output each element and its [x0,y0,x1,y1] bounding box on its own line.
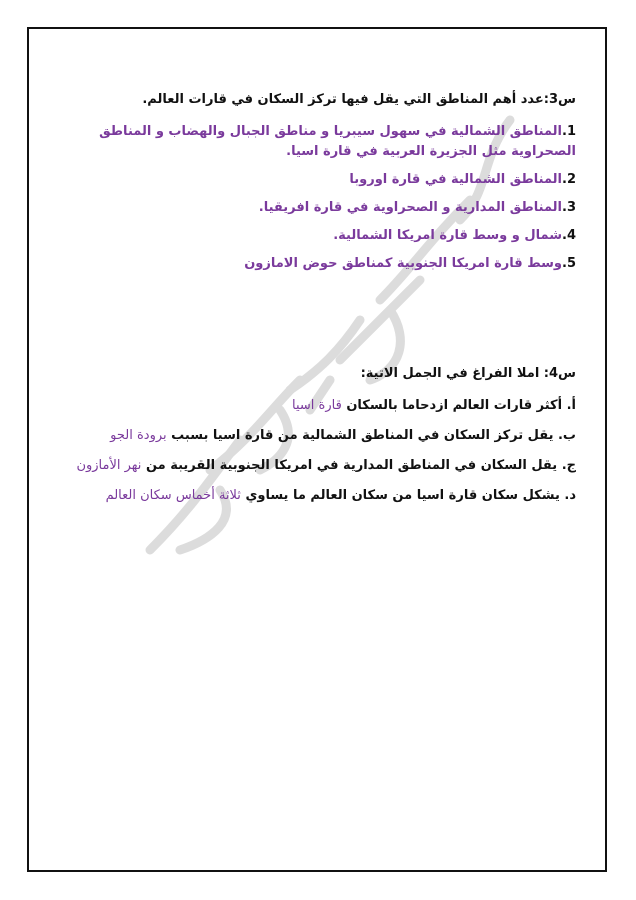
answer-item [50,254,576,274]
answer-number: 3. [562,200,576,215]
answer-number: 1. [562,124,576,139]
fill-blank-item [50,486,576,506]
sentence-text: ج. يقل السكان في المناطق المدارية في امريكا الجنوبية القريبة من [145,458,576,473]
fill-blank-item [50,396,576,416]
blank-answer: نهر الأمازون [76,458,142,473]
sentence-text: أ. أكثر قارات العالم ازدحاما بالسكان [346,398,576,413]
blank-answer: برودة الجو [110,428,167,443]
blank-answer: ثلاثة أخماس سكان العالم [105,488,241,503]
answer-number: 5. [562,256,576,271]
question-3-title: س3:عدد أهم المناطق التي يقل فيها تركز السكان في قارات العالم. [142,92,576,107]
answer-text: شمال و وسط قارة امريكا الشمالية. [333,228,562,243]
sentence-text: ب. يقل تركز السكان في المناطق الشمالية من قارة اسيا بسبب [171,428,576,443]
answer-item [50,198,576,218]
answer-text: وسط قارة امريكا الجنوبية كمناطق حوض الامازون [244,256,562,271]
worksheet-content [50,90,576,516]
fill-blank-item [50,456,576,476]
answer-item [50,122,576,162]
answer-item [50,226,576,246]
question-4-section [50,364,576,506]
answer-text: المناطق الشمالية في سهول سيبريا و مناطق الجبال والهضاب و المناطق الصحراوية مثل الجزيرة العربية في قارة اسيا. [99,124,576,159]
question-4-title: س4: املا الفراغ في الجمل الاتية: [360,366,576,381]
answer-text: المناطق المدارية و الصحراوية في قارة افريقيا. [258,200,562,215]
answer-text: المناطق الشمالية في قارة اوروبا [349,172,562,187]
sentence-text: د. يشكل سكان قارة اسيا من سكان العالم ما يساوي [245,488,576,503]
answer-number: 4. [562,228,576,243]
answer-item [50,170,576,190]
fill-blank-item [50,426,576,446]
answer-number: 2. [562,172,576,187]
blank-answer: قارة اسيا [292,398,342,413]
